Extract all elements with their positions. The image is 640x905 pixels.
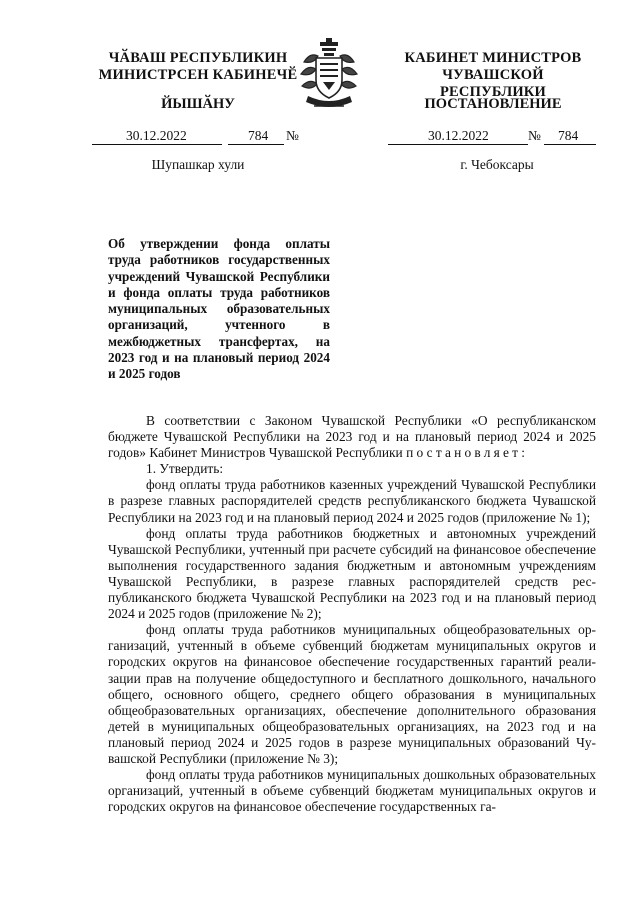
right-city: г. Чебоксары: [460, 157, 534, 172]
right-doc-type: ПОСТАНОВЛЕНИЕ: [424, 96, 562, 112]
left-org-name: [88, 50, 308, 84]
right-org-line1: КАБИНЕТ МИНИСТРОВ: [404, 50, 582, 66]
document-title: Об утверждении фонда оплаты труда работников государственных учреждений Чувашской Республики и фонда оплаты труда работников муниципальных образовательных организаций, учтенного в межбюджетных трансфертах, на 2023 год и на плановый период 2024 и 2025 годов: [108, 236, 330, 382]
document-body: [108, 413, 596, 815]
right-org-name: [388, 50, 598, 101]
item-1: 1. Утвердить:: [146, 461, 224, 477]
paragraph-3: фонд оплаты труда работников муниципальных общеобразовательных организаций, учтенный в объеме субвенций бюджетам муниципальных округов и городских округов на финансовое обеспечение государственных гарантий реализации прав на получение общедоступного и бесплатного дошкольного, начального общего, основного общего, среднего общего образования в муниципальных общеобразовательных организациях, обеспечение дополнительного образования детей в муниципальных общеобразовательных организациях, на 2023 год и на плановый период 2024 и 2025 годов в разрезе муниципальных образований Чувашской Республики (приложение № 3);: [108, 622, 596, 766]
right-org-line2: ЧУВАШСКОЙ РЕСПУБЛИКИ: [439, 67, 547, 100]
intro-paragraph: [108, 413, 596, 461]
intro-text: В соответствии с Законом Чувашской Республики «О республиканском бюджете Чувашской Республики на 2023 год и на плановый период 2024 и 2025 годов» Кабинет Министров Чувашской Республики: [108, 413, 596, 461]
left-city: Шупашкар хули: [151, 157, 245, 172]
paragraph-1: фонд оплаты труда работников казенных учреждений Чувашской Республики в разрезе главных распорядителей средств республиканского бюджета Чувашской Республики на 2023 год и на плановый период 2024 и 2025 годов (приложение № 1);: [108, 477, 596, 525]
left-org-line2: МИНИСТРСЕН КАБИНЕЧӖ: [98, 67, 298, 83]
right-date-number-line: [388, 128, 603, 146]
left-date-number-line: [92, 128, 312, 146]
right-date: 30.12.2022: [428, 128, 489, 143]
left-date: 30.12.2022: [126, 128, 187, 143]
right-number: 784: [558, 128, 579, 143]
left-doc-type: ЙЫШӐНУ: [161, 96, 235, 112]
left-number-sign: №: [286, 128, 299, 143]
right-number-sign: №: [528, 128, 541, 143]
left-number: 784: [248, 128, 269, 143]
decree-word: постановляет:: [406, 445, 529, 461]
left-org-line1: ЧӐВАШ РЕСПУБЛИКИН: [108, 50, 288, 66]
paragraph-4: фонд оплаты труда работников муниципальных дошкольных образовательных организаций, учтенный в объеме субвенций бюджетам муниципальных округов и городских округов на финансовое обеспечение государственных га-: [108, 767, 596, 815]
paragraph-2: фонд оплаты труда работников бюджетных и автономных учреждений Чувашской Республики, учтенный при расчете субсидий на финансовое обеспечение выполнения государственного задания бюджетным и автономным учреждениям Чувашской Республики, в разрезе главных распорядителей средств республиканского бюджета Чувашской Республики на 2023 год и на плановый период 2024 и 2025 годов (приложение № 2);: [108, 525, 596, 622]
